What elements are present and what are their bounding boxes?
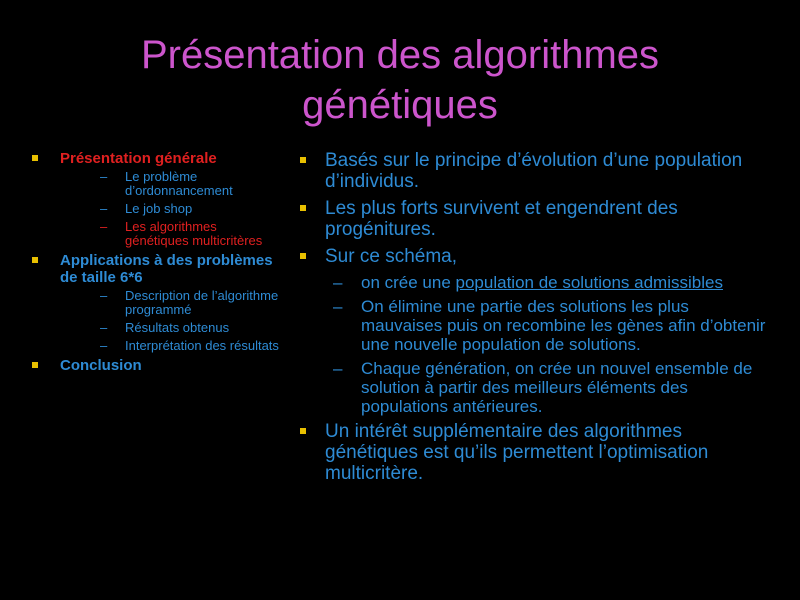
slide-title — [0, 30, 800, 130]
dash-bullet-icon: – — [333, 297, 343, 316]
dash-bullet-icon: – — [100, 201, 108, 216]
outline-item-label: Conclusion — [60, 357, 142, 374]
outline-item-presentation[interactable] — [30, 150, 280, 248]
outline-subitem-label: Description de l’algorithme programmé — [125, 288, 279, 317]
dash-bullet-icon: – — [100, 169, 108, 184]
outline-item-applications[interactable] — [30, 252, 280, 353]
dash-bullet-icon: – — [100, 320, 108, 335]
content-subpoint-elimine — [298, 297, 768, 354]
population-solutions-link[interactable]: population de solutions admissibles — [455, 273, 723, 292]
square-bullet-icon — [32, 257, 38, 263]
outline-panel — [30, 150, 280, 378]
content-point-text: Sur ce schéma, — [325, 246, 457, 267]
content-subpoint-text: Chaque génération, on crée un nouvel ensemble de solution à partir des meilleurs éléments des populations antérieures. — [361, 359, 753, 416]
content-point-survivent — [298, 198, 768, 240]
outline-subitem-ordonnancement[interactable] — [90, 170, 280, 198]
content-point-interet — [298, 421, 768, 484]
content-point-schema — [298, 246, 768, 267]
square-bullet-icon — [32, 155, 38, 161]
content-panel — [298, 150, 768, 490]
outline-subitem-label: Le problème d’ordonnancement — [125, 169, 233, 198]
outline-subitem-resultats[interactable] — [90, 321, 280, 335]
content-point-text: Les plus forts survivent et engendrent des progénitures. — [325, 198, 678, 240]
dash-bullet-icon: – — [333, 359, 343, 378]
outline-subitem-label: Les algorithmes génétiques multicritères — [125, 219, 263, 248]
square-bullet-icon — [300, 253, 306, 259]
dash-bullet-icon: – — [100, 288, 108, 303]
slide-title-line-2: génétiques — [302, 83, 498, 127]
slide-title-line-1: Présentation des algorithmes — [140, 33, 660, 77]
outline-subitem-interpretation[interactable] — [90, 339, 280, 353]
square-bullet-icon — [300, 428, 306, 434]
square-bullet-icon — [32, 362, 38, 368]
square-bullet-icon — [300, 157, 306, 163]
dash-bullet-icon: – — [333, 273, 343, 292]
outline-subitem-label: Interprétation des résultats — [125, 338, 279, 353]
content-point-text: Basés sur le principe d’évolution d’une population d’individus. — [325, 150, 743, 192]
outline-item-conclusion[interactable] — [30, 357, 280, 374]
content-subpoint-generation — [298, 359, 768, 416]
outline-subitem-algorithmes[interactable] — [90, 220, 280, 248]
outline-subitem-job-shop[interactable] — [90, 202, 280, 216]
content-point-text: Un intérêt supplémentaire des algorithmes génétiques est qu’ils permettent l’optimisation multicritère. — [325, 421, 709, 484]
dash-bullet-icon: – — [100, 338, 108, 353]
dash-bullet-icon: – — [100, 219, 108, 234]
square-bullet-icon — [300, 205, 306, 211]
content-subpoint-prefix: on crée une — [361, 273, 456, 292]
outline-item-label: Applications à des problèmes de taille 6*6 — [60, 252, 273, 286]
outline-subitem-label: Résultats obtenus — [125, 320, 230, 335]
content-subpoint-text: On élimine une partie des solutions les plus mauvaises puis on recombine les gènes afin d’obtenir une nouvelle population de solutions. — [361, 297, 766, 354]
outline-subitem-label: Le job shop — [125, 201, 193, 216]
outline-subitem-description[interactable] — [90, 289, 280, 317]
content-subpoint-population — [298, 273, 768, 292]
outline-item-label: Présentation générale — [60, 150, 217, 167]
content-point-principe — [298, 150, 768, 192]
